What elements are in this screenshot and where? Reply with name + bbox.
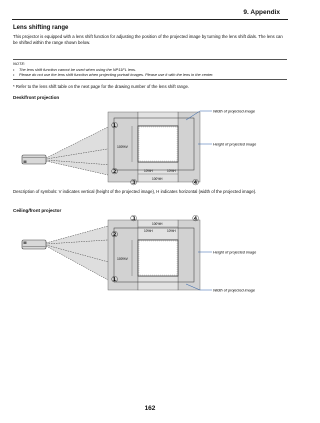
label-10-h-left: 10%H: [144, 169, 153, 173]
label-100-h: 100%H: [152, 177, 163, 181]
note-list: [13, 67, 287, 77]
note-top-rule: [13, 59, 287, 60]
desk-projection-diagram: [0, 100, 300, 186]
range-number-2: ②: [111, 230, 119, 239]
range-number-2: ②: [111, 167, 119, 176]
header-rule: [12, 19, 288, 20]
projected-image: [138, 240, 178, 276]
symbols-description: Description of symbols: V indicates vertical (height of the projected image), H indicates horizontal (width of the projected image).: [13, 189, 257, 194]
projector-icon: [22, 155, 46, 164]
page-number: 162: [144, 405, 156, 412]
range-number-3: ③: [130, 214, 138, 223]
section-title: Lens shifting range: [13, 25, 69, 31]
label-10-h-left: 10%H: [144, 229, 153, 233]
ceiling-projection-title: Ceiling/front projector: [13, 208, 62, 213]
label-10-h-right: 10%H: [167, 169, 176, 173]
refer-note: * Refer to the lens shift table on the next page for the drawing number of the lens shift range.: [13, 84, 190, 89]
note-item: • The lens shift function cannot be used when using the NP11FL lens.: [13, 67, 287, 72]
projector-icon: [22, 240, 46, 249]
projection-beam: [46, 127, 108, 175]
note-bottom-rule: [13, 79, 287, 80]
label-height-of-image: Height of projected image: [213, 250, 257, 255]
range-number-4: ④: [192, 178, 200, 186]
shift-range-right: [178, 220, 200, 290]
label-100-h: 100%H: [152, 222, 163, 226]
chapter-header: 9. Appendix: [243, 9, 280, 16]
label-width-of-image: Width of projected image: [213, 288, 255, 293]
label-100-v: 100%V: [117, 257, 128, 261]
note-label: NOTE:: [13, 61, 26, 66]
desk-projection-title: Desk/front projection: [13, 95, 60, 100]
label-100-v: 100%V: [117, 145, 128, 149]
projection-beam: [46, 226, 108, 280]
range-number-1: ①: [111, 121, 119, 130]
intro-paragraph: This projector is equipped with a lens shift function for adjusting the position of the projected image by turning the lens shift dials. The lens can be shifted within the range shown below.: [13, 34, 283, 45]
projected-image: [138, 126, 178, 162]
note-item: • Please do not use the lens shift function when projecting portrait images. Please use it with the lens in the center.: [13, 72, 287, 77]
label-width-of-image: Width of projected image: [213, 109, 255, 114]
label-10-h-right: 10%H: [167, 229, 176, 233]
range-number-3: ③: [130, 178, 138, 186]
range-number-4: ④: [192, 214, 200, 223]
ceiling-projection-diagram: [0, 214, 300, 298]
shift-range-right: [178, 112, 200, 182]
range-number-1: ①: [111, 275, 119, 284]
label-height-of-image: Height of projected image: [213, 142, 257, 147]
